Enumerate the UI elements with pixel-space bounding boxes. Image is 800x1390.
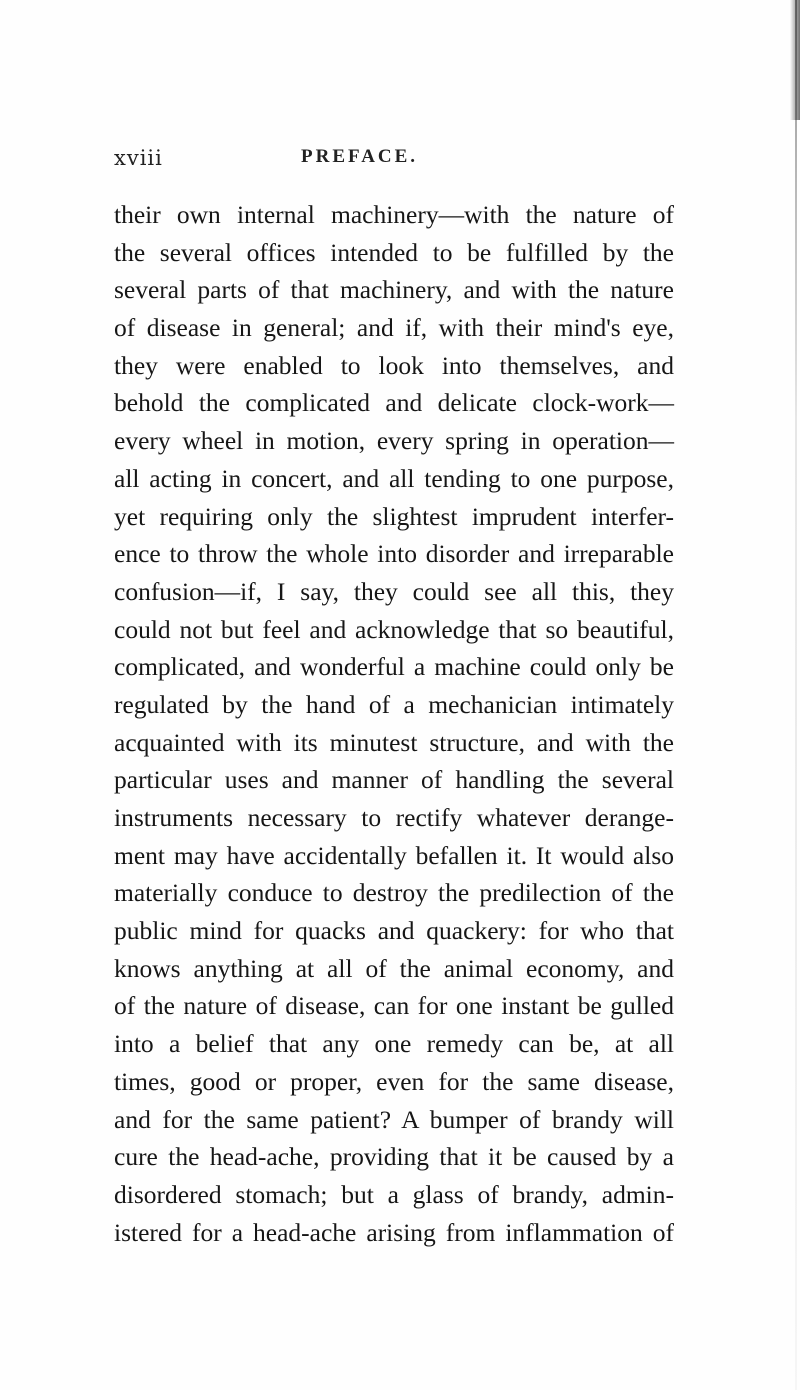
text-line: disordered stomach; but a glass of brandy, admin- [114,1179,674,1209]
text-line: cure the head-ache, providing that it be caused by a [114,1142,674,1172]
running-title: PREFACE. [301,146,419,167]
text-line: several parts of that machinery, and with the nature [114,275,674,305]
text-line: particular uses and manner of handling the several [114,765,674,795]
text-line: public mind for quacks and quackery: for who that [114,916,674,946]
text-line: knows anything at all of the animal economy, and [114,953,674,983]
text-line: acquainted with its minutest structure, and with the [114,727,674,757]
text-line: of the nature of disease, can for one instant be gulled [114,991,674,1021]
text-line: istered for a head-ache arising from inflammation of [114,1217,674,1247]
text-line: every wheel in motion, every spring in operation— [114,426,674,456]
text-line: could not but feel and acknowledge that so beautiful, [114,614,674,644]
text-line: their own internal machinery—with the nature of [114,200,674,229]
text-line: of disease in general; and if, with their mind's eye, [114,313,674,343]
text-line: all acting in concert, and all tending to one purpose, [114,463,674,493]
text-line: materially conduce to destroy the predilection of the [114,878,674,908]
text-line: complicated, and wonderful a machine could only be [114,652,674,682]
text-line: instruments necessary to rectify whatever derange- [114,803,674,832]
text-line: behold the complicated and delicate clock-work— [114,388,674,418]
running-head [114,146,674,178]
page-number: xviii [114,146,163,170]
text-line: times, good or proper, even for the same disease, [114,1066,674,1096]
text-line: ment may have accidentally befallen it. It would also [114,840,674,870]
body-text [114,196,674,1251]
text-line: yet requiring only the slightest imprudent interfer- [114,501,674,531]
text-line: and for the same patient? A bumper of brandy will [114,1104,674,1134]
text-line: the several offices intended to be fulfilled by the [114,237,674,267]
page-edge-shadow [790,0,800,120]
text-line: they were enabled to look into themselves, and [114,350,674,380]
text-line: into a belief that any one remedy can be, at all [114,1029,674,1059]
text-line: confusion—if, I say, they could see all this, they [114,576,674,606]
page-edge-line [795,0,797,1390]
text-line: regulated by the hand of a mechanician intimately [114,689,674,719]
text-line: ence to throw the whole into disorder and irreparable [114,539,674,569]
